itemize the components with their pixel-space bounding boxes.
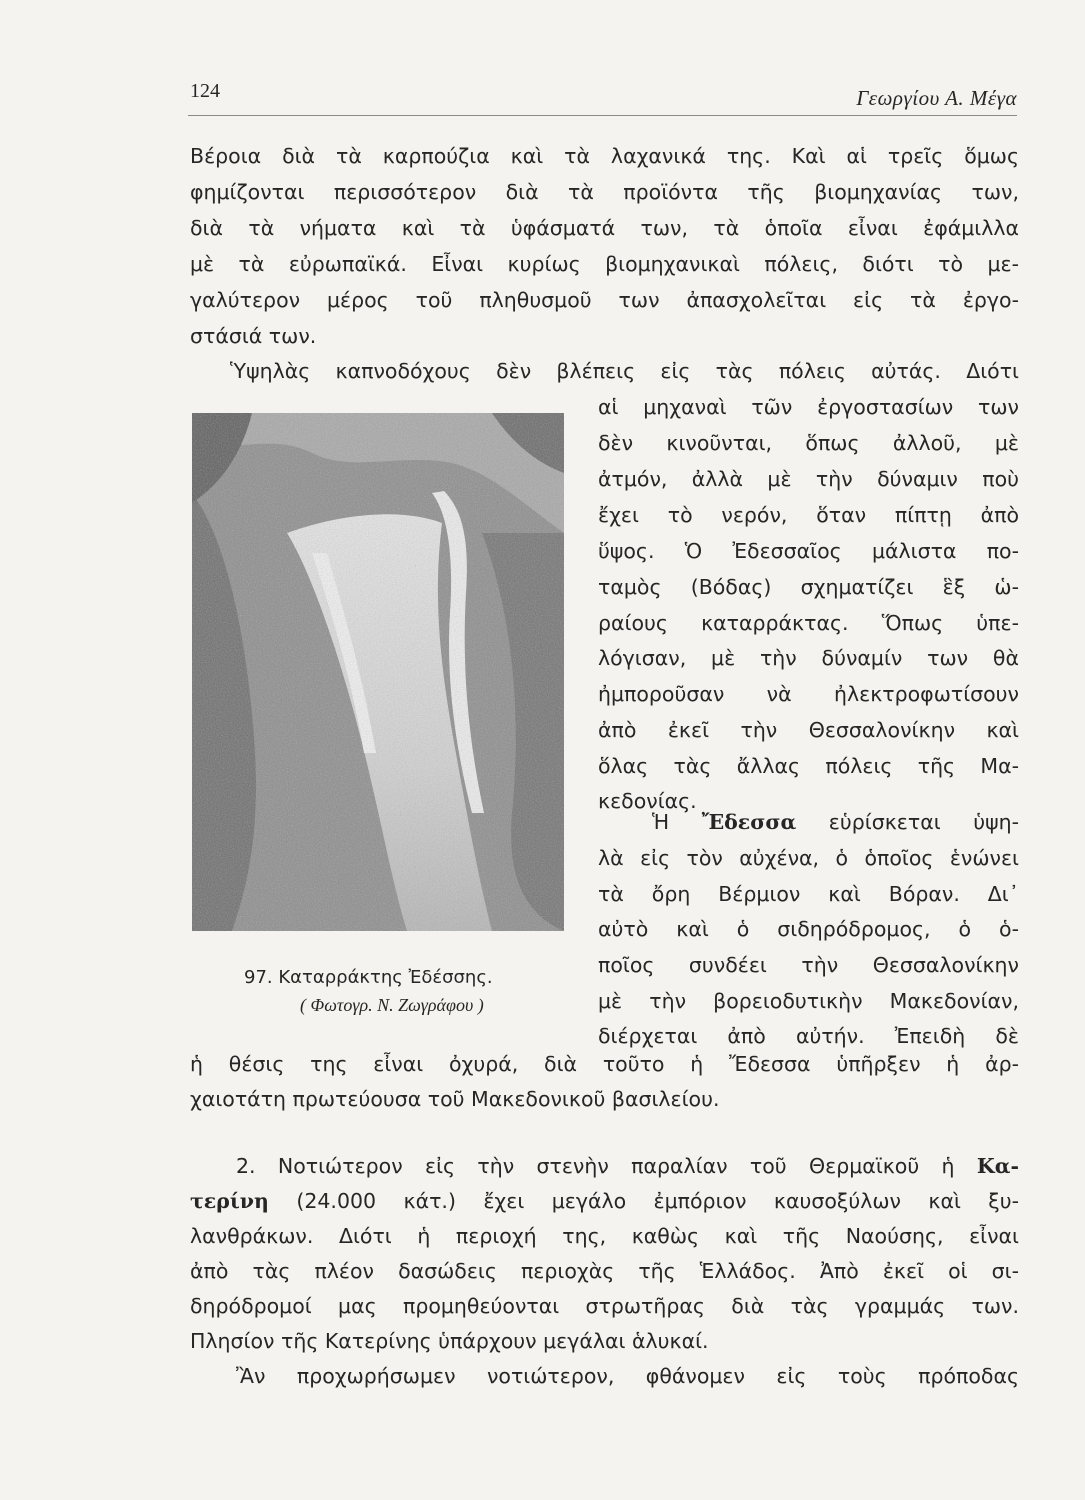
waterfall-photo xyxy=(192,413,564,931)
text-line xyxy=(236,1151,1019,1181)
header-rule xyxy=(188,115,1017,116)
text-line: κεδονίας. xyxy=(598,789,697,813)
place-name-katerini-cont: τερίνη xyxy=(190,1189,269,1213)
text-line: γαλύτερον μέρος τοῦ πληθυσμοῦ των ἀπασχολεῖται εἰς τὰ ἐργο- xyxy=(190,288,1019,312)
figure-caption: 97. Καταρράκτης Ἐδέσσης. xyxy=(244,967,493,988)
text-line: ἀτμόν, ἀλλὰ μὲ τὴν δύναμιν ποὺ xyxy=(598,467,1019,491)
text-line: Βέροια διὰ τὰ καρπούζια καὶ τὰ λαχανικά της. Καὶ αἱ τρεῖς ὅμως xyxy=(190,144,1019,168)
place-name-katerini: Κα- xyxy=(976,1154,1019,1178)
text-line: μὲ τὴν βορειοδυτικὴν Μακεδονίαν, xyxy=(598,989,1019,1013)
text-line: ἀπὸ ἐκεῖ τὴν Θεσσαλονίκην καὶ xyxy=(598,718,1019,742)
place-name-edessa: Ἔδεσσα xyxy=(701,810,797,834)
figure-credit: ( Φωτογρ. Ν. Ζωγράφου ) xyxy=(300,995,484,1015)
text-line: ταμὸς (Βόδας) σχηματίζει ἓξ ὡ- xyxy=(598,575,1019,599)
text-line: Ἂν προχωρήσωμεν νοτιώτερον, φθάνομεν εἰς τοὺς πρόποδας xyxy=(236,1364,1019,1388)
text-fragment: Ἡ xyxy=(652,810,702,834)
text-fragment: (24.000 κάτ.) ἔχει μεγάλο ἐμπόριον καυσοξύλων καὶ ξυ- xyxy=(268,1189,1019,1213)
text-line: ἠμποροῦσαν νὰ ἠλεκτροφωτίσουν xyxy=(598,682,1019,706)
text-line: δὲν κινοῦνται, ὅπως ἀλλοῦ, μὲ xyxy=(598,431,1019,455)
text-line xyxy=(652,807,1019,837)
text-line: ὕψος. Ὁ Ἐδεσσαῖος μάλιστα πο- xyxy=(598,539,1019,563)
text-line: ἀπὸ τὰς πλέον δασώδεις περιοχὰς τῆς Ἑλλάδος. Ἀπὸ ἐκεῖ οἱ σι- xyxy=(190,1259,1019,1283)
text-line: φημίζονται περισσότερον διὰ τὰ προϊόντα τῆς βιομηχανίας των, xyxy=(190,180,1019,204)
text-fragment: 2. Νοτιώτερον εἰς τὴν στενὴν παραλίαν τοῦ Θερμαϊκοῦ ἡ xyxy=(236,1154,977,1178)
text-line: χαιοτάτη πρωτεύουσα τοῦ Μακεδονικοῦ βασιλείου. xyxy=(190,1087,720,1111)
text-line: ραίους καταρράκτας. Ὅπως ὑπε- xyxy=(598,611,1019,635)
text-line: αἱ μηχαναὶ τῶν ἐργοστασίων των xyxy=(598,395,1019,419)
text-line: ἡ θέσις της εἶναι ὀχυρά, διὰ τοῦτο ἡ Ἔδεσσα ὑπῆρξεν ἡ ἀρ- xyxy=(190,1052,1019,1076)
page-number: 124 xyxy=(190,80,220,102)
text-line: δηρόδρομοί μας προμηθεύονται στρωτῆρας διὰ τὰς γραμμάς των. xyxy=(190,1294,1019,1318)
text-line: ἔχει τὸ νερόν, ὅταν πίπτῃ ἀπὸ xyxy=(598,503,1019,527)
text-line: λόγισαν, μὲ τὴν δύναμίν των θὰ xyxy=(598,646,1019,670)
text-line: τὰ ὄρη Βέρμιον καὶ Βόραν. Δι᾽ xyxy=(598,882,1019,906)
text-line: λανθράκων. Διότι ἡ περιοχή της, καθὼς καὶ τῆς Ναούσης, εἶναι xyxy=(190,1224,1019,1248)
text-line: αὐτὸ καὶ ὁ σιδηρόδρομος, ὁ ὁ- xyxy=(598,917,1019,941)
text-line: στάσιά των. xyxy=(190,324,317,348)
text-line: μὲ τὰ εὐρωπαϊκά. Εἶναι κυρίως βιομηχανικαὶ πόλεις, διότι τὸ με- xyxy=(190,252,1019,276)
text-fragment: εὑρίσκεται ὑψη- xyxy=(796,810,1019,834)
text-line: Πλησίον τῆς Κατερίνης ὑπάρχουν μεγάλαι ἁλυκαί. xyxy=(190,1329,709,1353)
text-line: λὰ εἰς τὸν αὐχένα, ὁ ὁποῖος ἑνώνει xyxy=(598,846,1019,870)
text-line: διὰ τὰ νήματα καὶ τὰ ὑφάσματά των, τὰ ὁποῖα εἶναι ἐφάμιλλα xyxy=(190,216,1019,240)
running-head: Γεωργίου Α. Μέγα xyxy=(856,86,1017,110)
text-line xyxy=(190,1186,1019,1216)
text-line: ὅλας τὰς ἄλλας πόλεις τῆς Μα- xyxy=(598,754,1019,778)
text-line: Ὑψηλὰς καπνοδόχους δὲν βλέπεις εἰς τὰς πόλεις αὐτάς. Διότι xyxy=(230,359,1019,383)
waterfall-photo-graphic xyxy=(192,413,564,931)
text-line: διέρχεται ἀπὸ αὐτήν. Ἐπειδὴ δὲ xyxy=(598,1024,1019,1048)
text-line: ποῖος συνδέει τὴν Θεσσαλονίκην xyxy=(598,953,1019,977)
